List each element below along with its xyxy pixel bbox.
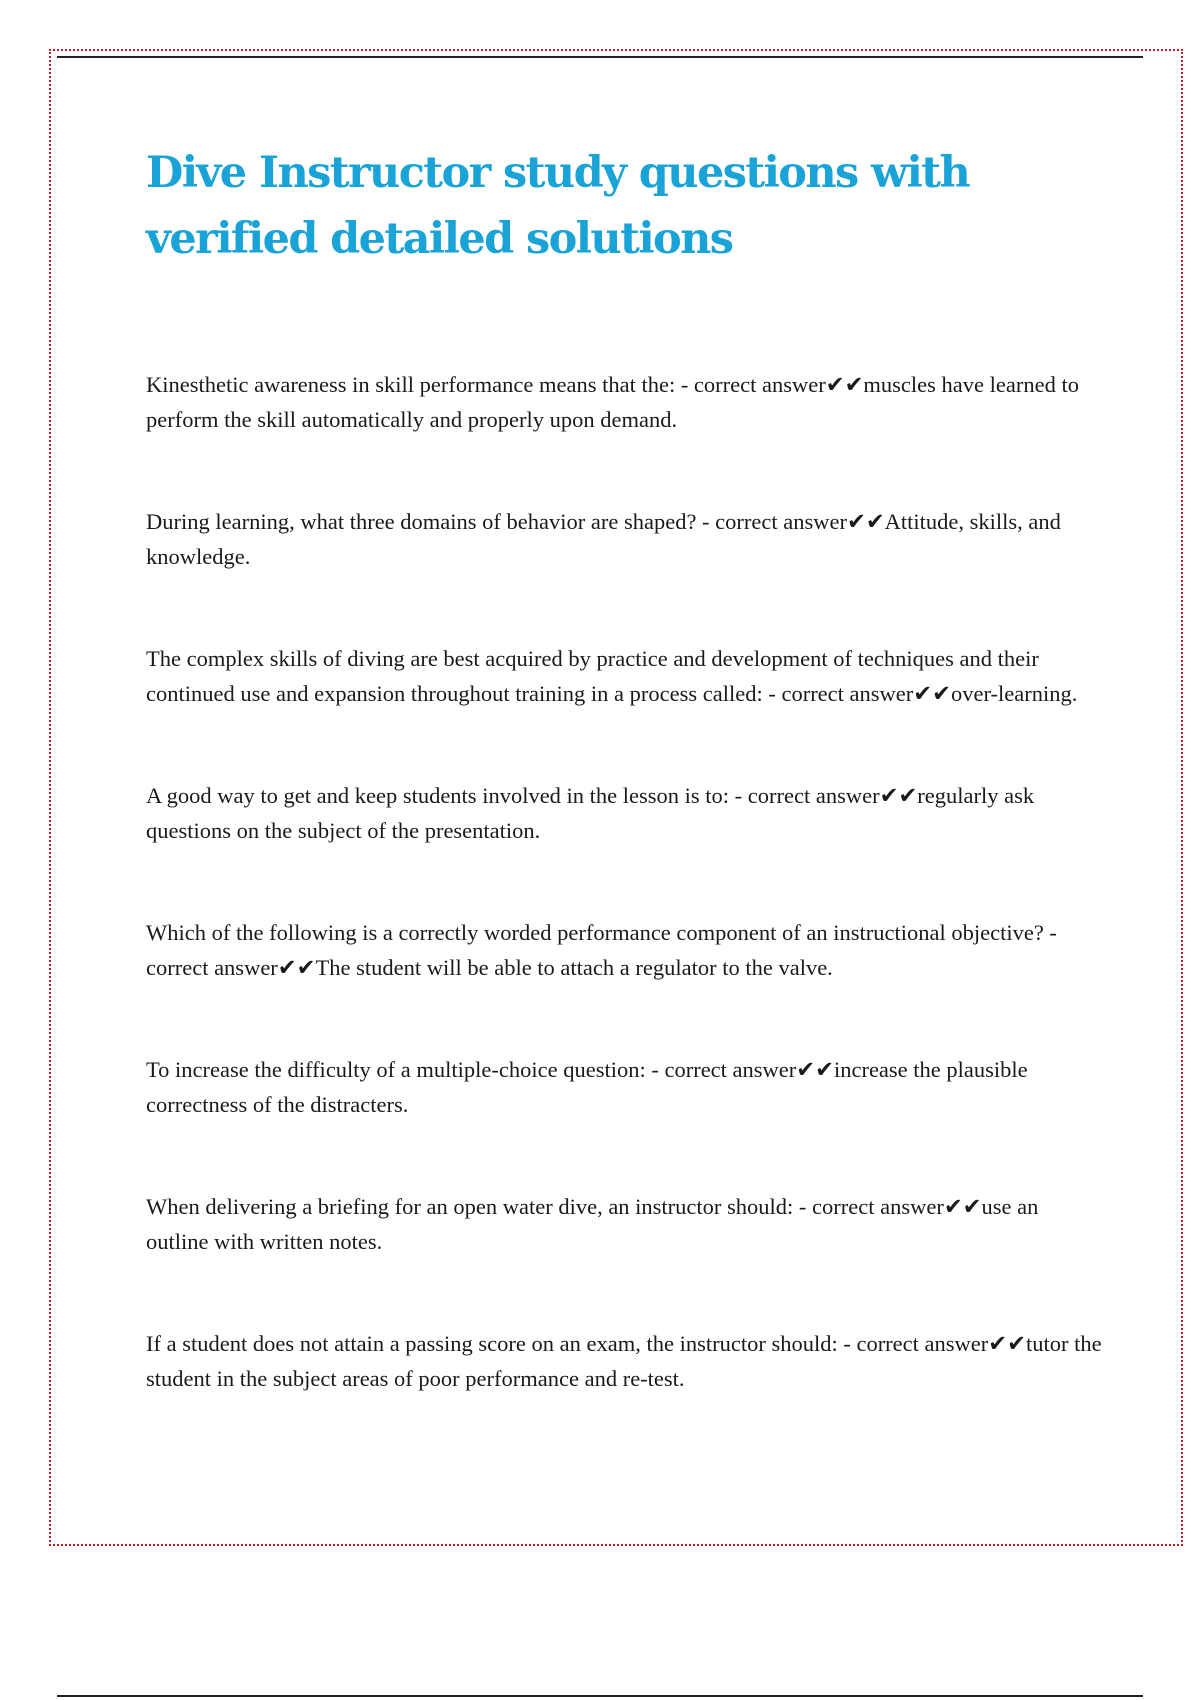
question-item-7: When delivering a briefing for an open water dive, an instructor should: - correct answer✔✔use an outline with written notes.: [146, 1194, 1039, 1254]
question-item-8: If a student does not attain a passing score on an exam, the instructor should: - correct answer✔✔tutor the student in the subject areas of poor performance and re-test.: [146, 1331, 1102, 1391]
question-list: [146, 368, 1106, 1396]
question-item-6: To increase the difficulty of a multiple-choice question: - correct answer✔✔increase the plausible correctness of the distracters.: [146, 1057, 1028, 1117]
question-item-1: Kinesthetic awareness in skill performance means that the: - correct answer✔✔muscles have learned to perform the skill automatically and properly upon demand.: [146, 372, 1079, 432]
footer-rule: [57, 1695, 1143, 1697]
question-item-4: A good way to get and keep students involved in the lesson is to: - correct answer✔✔regularly ask questions on the subject of the presentation.: [146, 783, 1035, 843]
question-item-3: The complex skills of diving are best acquired by practice and development of techniques and their continued use and expansion throughout training in a process called: - correct answer✔✔over-learning.: [146, 646, 1078, 706]
question-item-5: Which of the following is a correctly worded performance component of an instructional objective? - correct answer✔✔The student will be able to attach a regulator to the valve.: [146, 920, 1057, 980]
question-item-2: During learning, what three domains of behavior are shaped? - correct answer✔✔Attitude, skills, and knowledge.: [146, 509, 1061, 569]
document-title: Dive Instructor study questions with verified detailed solutions: [146, 148, 970, 264]
